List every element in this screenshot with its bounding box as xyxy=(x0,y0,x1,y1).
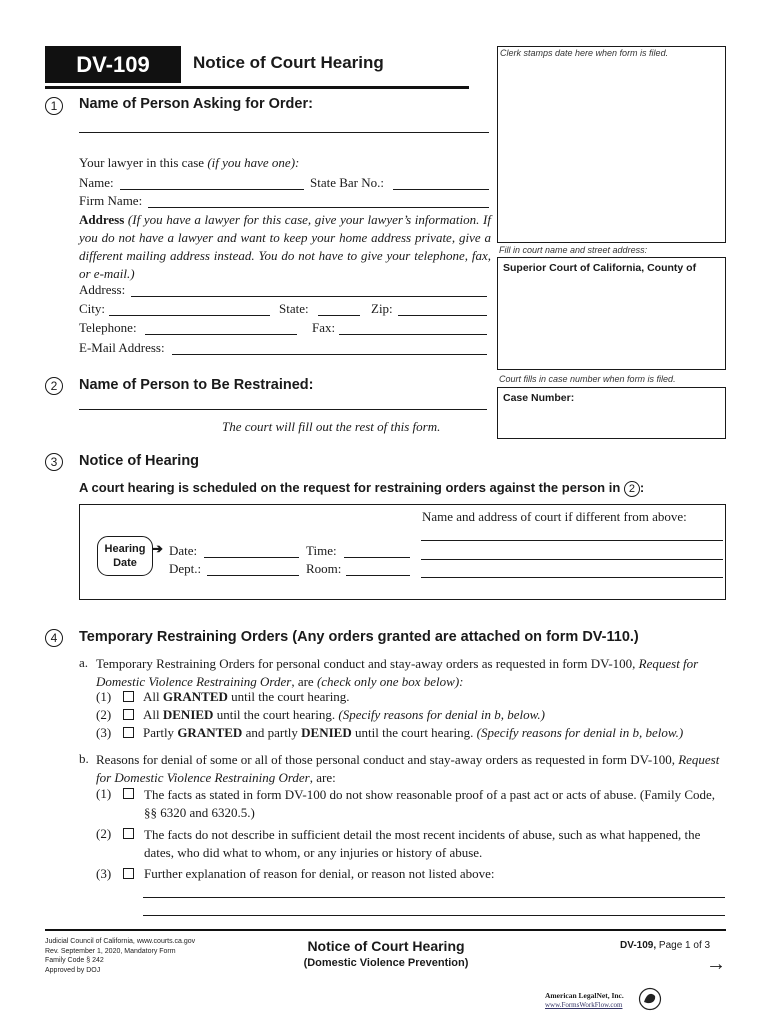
legalnet-watermark xyxy=(543,989,663,1013)
section-2-title: Name of Person to Be Restrained: xyxy=(79,377,314,393)
a-option-1-text: All GRANTED until the court hearing. xyxy=(143,689,350,704)
section-1-title: Name of Person Asking for Order: xyxy=(79,96,313,112)
firm-name-field[interactable] xyxy=(148,207,489,208)
item-b-text: Reasons for denial of some or all of those personal conduct and stay-away orders as requested in form DV-100, Request for Domestic Violence Restraining Order, are: xyxy=(96,752,720,785)
b-option-2-text: The facts do not describe in sufficient detail the most recent incidents of abuse, such as what happened, the dates, who did what to whom, or any injuries or history of abuse. xyxy=(144,827,701,860)
a-option-2-num: (2) xyxy=(96,707,112,722)
a-option-1-checkbox[interactable] xyxy=(123,691,134,702)
requester-name-field[interactable] xyxy=(79,132,489,133)
restrained-name-field[interactable] xyxy=(79,409,487,410)
section-3-number: 3 xyxy=(45,453,63,471)
court-name-note: Fill in court name and street address: xyxy=(499,245,648,255)
room-label: Room: xyxy=(306,561,342,576)
footer-title: Notice of Court Hearing xyxy=(307,938,465,954)
b-option-1-checkbox[interactable] xyxy=(123,788,134,799)
next-page-arrow-icon: → xyxy=(706,953,726,975)
court-name-label: Superior Court of California, County of xyxy=(503,262,697,274)
footer-left: Judicial Council of California, www.courts.ca.gov Rev. September 1, 2020, Mandatory Form Family Code § 242 Approved by DOJ xyxy=(45,938,196,974)
court-fill-note: The court will fill out the rest of this form. xyxy=(222,419,441,434)
dept-label: Dept.: xyxy=(169,561,202,576)
hearing-scheduled-text: A court hearing is scheduled on the request for restraining orders against the person in 2 : xyxy=(79,480,645,495)
explanation-line-1[interactable] xyxy=(143,897,725,898)
time-label: Time: xyxy=(306,543,337,558)
a-option-3-num: (3) xyxy=(96,725,112,740)
hearing-time-field[interactable] xyxy=(344,557,410,558)
section-1-number: 1 xyxy=(45,97,63,115)
footer-subtitle: (Domestic Violence Prevention) xyxy=(303,957,469,969)
page-number: DV-109, Page 1 of 3 xyxy=(620,940,711,951)
city-field[interactable] xyxy=(109,315,270,316)
city-label: City: xyxy=(79,301,106,316)
email-label: E-Mail Address: xyxy=(79,340,165,355)
state-field[interactable] xyxy=(318,315,360,316)
item-a-marker: a. xyxy=(79,655,89,670)
hearing-room-field[interactable] xyxy=(346,575,410,576)
form-title: Notice of Court Hearing xyxy=(193,53,384,72)
firm-name-label: Firm Name: xyxy=(79,193,143,208)
address-label: Address: xyxy=(79,282,126,297)
legalnet-logo-icon xyxy=(638,987,662,1011)
a-option-2-text: All DENIED until the court hearing. (Specify reasons for denial in b, below.) xyxy=(143,707,545,722)
arrow-icon: ➔ xyxy=(152,541,163,556)
court-address-line-1[interactable] xyxy=(421,540,723,541)
hearing-dept-field[interactable] xyxy=(207,575,299,576)
state-label: State: xyxy=(279,301,309,316)
court-address-line-3[interactable] xyxy=(421,577,723,578)
court-address-label: Name and address of court if different from above: xyxy=(422,509,687,524)
explanation-line-2[interactable] xyxy=(143,915,725,916)
date-label: Date: xyxy=(169,543,198,558)
item-b-marker: b. xyxy=(79,751,89,766)
legalnet-name: American LegalNet, Inc. xyxy=(545,991,624,1000)
section-3-title: Notice of Hearing xyxy=(79,453,200,469)
lawyer-intro: Your lawyer in this case (if you have one): xyxy=(79,155,300,170)
b-option-3-num: (3) xyxy=(96,866,112,881)
b-option-1-text: The facts as stated in form DV-100 do not show reasonable proof of a past act or acts of abuse. (Family Code, §§ 6320 and 6320.5.) xyxy=(144,787,716,820)
b-option-2-num: (2) xyxy=(96,826,112,841)
header-rule xyxy=(45,86,469,89)
a-option-3-text: Partly GRANTED and partly DENIED until the court hearing. (Specify reasons for denial in b, below.) xyxy=(143,725,684,740)
clerk-stamp-note: Clerk stamps date here when form is filed. xyxy=(500,48,669,58)
address-instructions: Address (If you have a lawyer for this case, give your lawyer’s information. If you do not have a lawyer and want to keep your home address private, give a different mailing address instead. You do not have to give your telephone, fax, or e-mail.) xyxy=(79,212,491,281)
footer-rule xyxy=(45,929,726,931)
form-code: DV-109 xyxy=(76,52,150,77)
fax-label: Fax: xyxy=(312,320,336,335)
clerk-stamp-box xyxy=(497,46,726,243)
b-option-3-checkbox[interactable] xyxy=(123,868,134,879)
section-2-number: 2 xyxy=(45,377,63,395)
fax-field[interactable] xyxy=(339,334,487,335)
state-bar-label: State Bar No.: xyxy=(310,175,385,190)
case-number-note: Court fills in case number when form is filed. xyxy=(499,374,676,384)
name-label: Name: xyxy=(79,175,114,190)
a-option-2-checkbox[interactable] xyxy=(123,709,134,720)
lawyer-name-field[interactable] xyxy=(120,189,304,190)
ref-circle: 2 xyxy=(624,481,640,497)
hearing-date-field[interactable] xyxy=(204,557,299,558)
legalnet-url: www.FormsWorkFlow.com xyxy=(545,1001,623,1009)
telephone-label: Telephone: xyxy=(79,320,137,335)
section-4-number: 4 xyxy=(45,629,63,647)
a-option-3-checkbox[interactable] xyxy=(123,727,134,738)
zip-field[interactable] xyxy=(398,315,487,316)
b-option-2-checkbox[interactable] xyxy=(123,828,134,839)
zip-label: Zip: xyxy=(371,301,393,316)
section-4-title: Temporary Restraining Orders (Any orders granted are attached on form DV-110.) xyxy=(79,629,639,645)
b-option-3-text: Further explanation of reason for denial, or reason not listed above: xyxy=(144,866,495,881)
form-code-badge xyxy=(45,46,181,83)
telephone-field[interactable] xyxy=(145,334,297,335)
b-option-1-num: (1) xyxy=(96,786,112,801)
court-address-line-2[interactable] xyxy=(421,559,723,560)
case-number-label: Case Number: xyxy=(503,392,575,404)
state-bar-field[interactable] xyxy=(393,189,489,190)
email-field[interactable] xyxy=(172,354,487,355)
address-field[interactable] xyxy=(131,296,487,297)
item-a-text: Temporary Restraining Orders for personal conduct and stay-away orders as requested in form DV-100, Request for Domestic Violence Restraining Order, are (check only one box below): xyxy=(96,656,699,689)
hearing-date-badge: Hearing Date xyxy=(97,536,153,576)
a-option-1-num: (1) xyxy=(96,689,112,704)
